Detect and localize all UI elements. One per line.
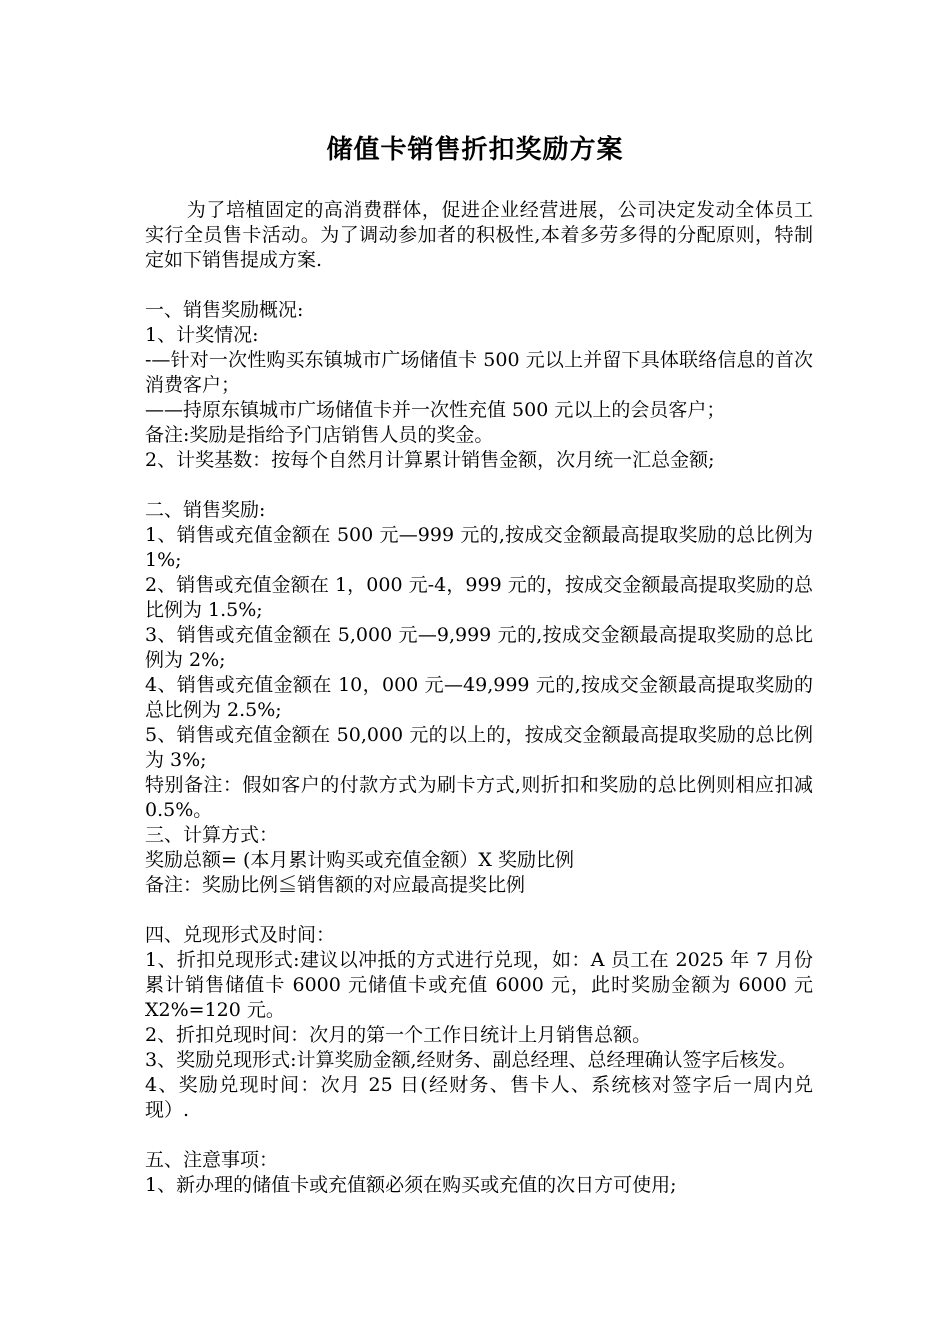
section-4-line: 4、奖励兑现时间：次月 25 日(经财务、售卡人、系统核对签字后一周内兑现）. — [145, 1074, 813, 1121]
document-title: 储值卡销售折扣奖励方案 — [326, 135, 624, 165]
section-5-heading: 五、注意事项： — [145, 1149, 279, 1171]
spacer — [145, 1123, 813, 1148]
section-4-line: 1、折扣兑现形式:建议以冲抵的方式进行兑现，如：A 员工在 2025 年 7 月份累计销售储值卡 6000 元储值卡或充值 6000 元，此时奖励金额为 6000 元 X2%=120 元。 — [145, 949, 833, 1021]
section-3-line: 备注：奖励比例≦销售额的对应最高提奖比例 — [145, 874, 526, 896]
section-3-heading: 三、计算方式： — [145, 824, 279, 846]
section-2-line: 3、销售或充值金额在 5,000 元—9,999 元的,按成交金额最高提取奖励的总比例为 2%; — [145, 624, 813, 671]
section-2-line: 5、销售或充值金额在 50,000 元的以上的，按成交金额最高提取奖励的总比例为 3%; — [145, 724, 813, 771]
section-4-heading: 四、兑现形式及时间： — [145, 924, 336, 946]
section-2-line: 4、销售或充值金额在 10，000 元—49,999 元的,按成交金额最高提取奖励的总比例为 2.5%; — [145, 674, 813, 721]
section-4-line: 3、奖励兑现形式:计算奖励金额,经财务、副总经理、总经理确认签字后核发。 — [145, 1049, 797, 1071]
section-1-heading: 一、销售奖励概况: — [145, 299, 304, 321]
section-5-line: 1、新办理的储值卡或充值额必须在购买或充值的次日方可使用; — [145, 1174, 677, 1196]
section-2-note: 特别备注：假如客户的付款方式为刷卡方式,则折扣和奖励的总比例则相应扣减 0.5%。 — [145, 774, 813, 821]
section-3-line: 奖励总额= (本月累计购买或充值金额）X 奖励比例 — [145, 849, 574, 871]
document-body — [145, 198, 833, 1198]
section-1-line: ——持原东镇城市广场储值卡并一次性充值 500 元以上的会员客户； — [145, 399, 726, 421]
section-1-line: 备注:奖励是指给予门店销售人员的奖金。 — [145, 424, 494, 446]
section-1-line: 2、计奖基数：按每个自然月计算累计销售金额，次月统一汇总金额; — [145, 449, 715, 471]
section-2-line: 2、销售或充值金额在 1，000 元-4，999 元的，按成交金额最高提取奖励的总比例为 1.5%; — [145, 574, 813, 621]
intro-paragraph: 为了培植固定的高消费群体，促进企业经营进展，公司决定发动全体员工实行全员售卡活动。为了调动参加者的积极性,本着多劳多得的分配原则，特制定如下销售提成方案. — [145, 199, 813, 271]
section-1-line: -—针对一次性购买东镇城市广场储值卡 500 元以上并留下具体联络信息的首次消费客户； — [145, 349, 813, 396]
section-2-heading: 二、销售奖励: — [145, 499, 266, 521]
section-1-line: 1、计奖情况: — [145, 324, 259, 346]
spacer — [145, 473, 813, 498]
spacer — [145, 898, 813, 923]
section-4-line: 2、折扣兑现时间：次月的第一个工作日统计上月销售总额。 — [145, 1024, 652, 1046]
spacer — [145, 273, 813, 298]
section-2-line: 1、销售或充值金额在 500 元—999 元的,按成交金额最高提取奖励的总比例为 1%; — [145, 524, 813, 571]
